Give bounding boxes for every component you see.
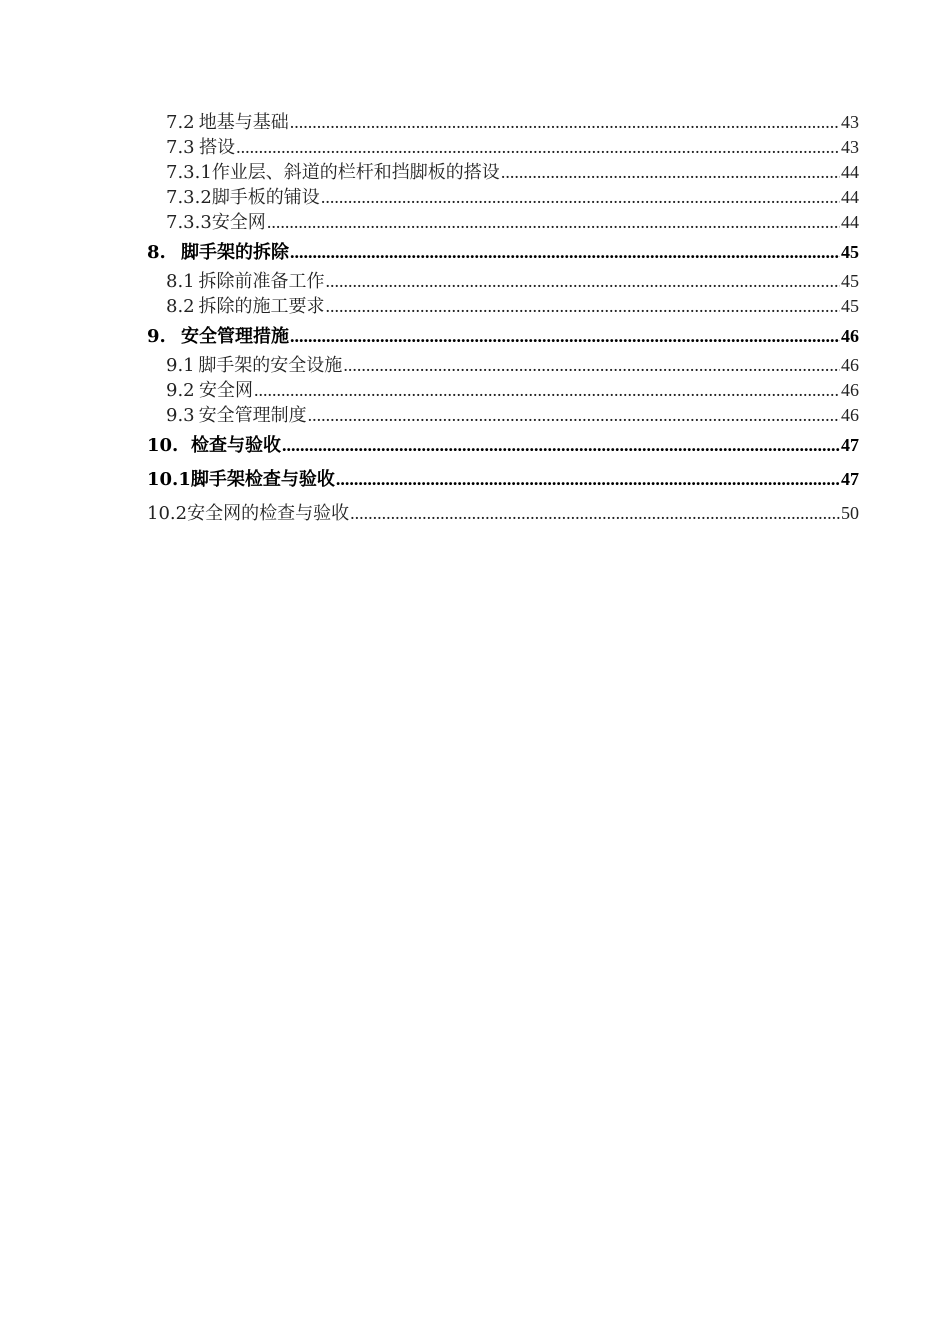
- toc-entry-page: 50: [841, 503, 859, 523]
- toc-entry-page: 46: [841, 405, 859, 425]
- toc-entry-9-2[interactable]: [147, 378, 859, 403]
- toc-entry-8-2[interactable]: [147, 294, 859, 319]
- dot-leader: [290, 235, 840, 269]
- toc-entry-number: 9.3: [166, 405, 195, 426]
- toc-entry-number: 7.3.2: [166, 187, 212, 208]
- dot-leader: [290, 110, 840, 135]
- toc-entry-title: 作业层、斜道的栏杆和挡脚板的搭设: [211, 162, 500, 183]
- toc-entry-7-3-1[interactable]: [147, 160, 859, 185]
- table-of-contents: [147, 110, 859, 530]
- toc-entry-number: 9.2: [166, 380, 195, 401]
- toc-entry-number: 10.2: [147, 503, 188, 524]
- toc-entry-page: 44: [841, 187, 859, 207]
- dot-leader: [254, 378, 840, 403]
- toc-entry-8[interactable]: [147, 235, 859, 269]
- dot-leader: [325, 294, 840, 319]
- toc-entry-title: 脚手板的铺设: [211, 187, 320, 208]
- toc-entry-page: 46: [841, 355, 859, 375]
- toc-entry-7-3[interactable]: [147, 135, 859, 160]
- toc-entry-title: 安全网的检查与验收: [187, 503, 350, 524]
- toc-entry-page: 45: [841, 271, 859, 291]
- dot-leader: [308, 403, 840, 428]
- toc-entry-title: 拆除前准备工作: [198, 271, 325, 292]
- toc-entry-9[interactable]: [147, 319, 859, 353]
- toc-entry-title: 安全管理制度: [198, 405, 307, 426]
- toc-entry-page: 46: [841, 326, 859, 346]
- toc-entry-number: 9.1: [166, 355, 195, 376]
- toc-entry-page: 46: [841, 380, 859, 400]
- toc-entry-10[interactable]: [147, 428, 859, 462]
- dot-leader: [321, 185, 840, 210]
- dot-leader: [282, 428, 840, 462]
- dot-leader: [336, 462, 840, 496]
- toc-entry-7-2[interactable]: [147, 110, 859, 135]
- dot-leader: [290, 319, 840, 353]
- toc-entry-title: 安全网: [198, 380, 253, 401]
- dot-leader: [350, 496, 840, 530]
- toc-entry-title: 地基与基础: [198, 112, 289, 133]
- toc-entry-page: 44: [841, 212, 859, 232]
- toc-entry-number: 9.: [147, 326, 166, 347]
- toc-entry-number: 10.1: [147, 469, 191, 490]
- toc-entry-number: 7.2: [166, 112, 195, 133]
- toc-entry-page: 43: [841, 112, 859, 132]
- toc-entry-title: 脚手架的拆除: [181, 242, 289, 263]
- toc-entry-8-1[interactable]: [147, 269, 859, 294]
- dot-leader: [343, 353, 840, 378]
- toc-entry-number: 8.: [147, 242, 166, 263]
- toc-entry-10-2[interactable]: [147, 496, 859, 530]
- dot-leader: [501, 160, 840, 185]
- toc-entry-number: 10.: [147, 435, 179, 456]
- toc-entry-page: 43: [841, 137, 859, 157]
- toc-entry-10-1[interactable]: [147, 462, 859, 496]
- toc-entry-number: 7.3.3: [166, 212, 212, 233]
- toc-entry-number: 7.3: [166, 137, 195, 158]
- toc-entry-title: 安全管理措施: [181, 326, 289, 347]
- dot-leader: [325, 269, 840, 294]
- toc-entry-7-3-3[interactable]: [147, 210, 859, 235]
- toc-entry-number: 7.3.1: [166, 162, 212, 183]
- toc-entry-title: 安全网: [211, 212, 266, 233]
- toc-entry-page: 45: [841, 296, 859, 316]
- toc-entry-9-3[interactable]: [147, 403, 859, 428]
- toc-entry-title: 脚手架检查与验收: [190, 469, 335, 490]
- toc-entry-title: 检查与验收: [191, 435, 281, 456]
- dot-leader: [267, 210, 840, 235]
- toc-entry-9-1[interactable]: [147, 353, 859, 378]
- toc-entry-page: 47: [841, 469, 859, 489]
- toc-entry-title: 拆除的施工要求: [198, 296, 325, 317]
- toc-entry-title: 脚手架的安全设施: [198, 355, 343, 376]
- dot-leader: [236, 135, 840, 160]
- toc-entry-7-3-2[interactable]: [147, 185, 859, 210]
- toc-entry-number: 8.1: [166, 271, 195, 292]
- toc-entry-number: 8.2: [166, 296, 195, 317]
- toc-entry-page: 44: [841, 162, 859, 182]
- toc-entry-page: 45: [841, 242, 859, 262]
- toc-entry-page: 47: [841, 435, 859, 455]
- toc-entry-title: 搭设: [199, 137, 236, 158]
